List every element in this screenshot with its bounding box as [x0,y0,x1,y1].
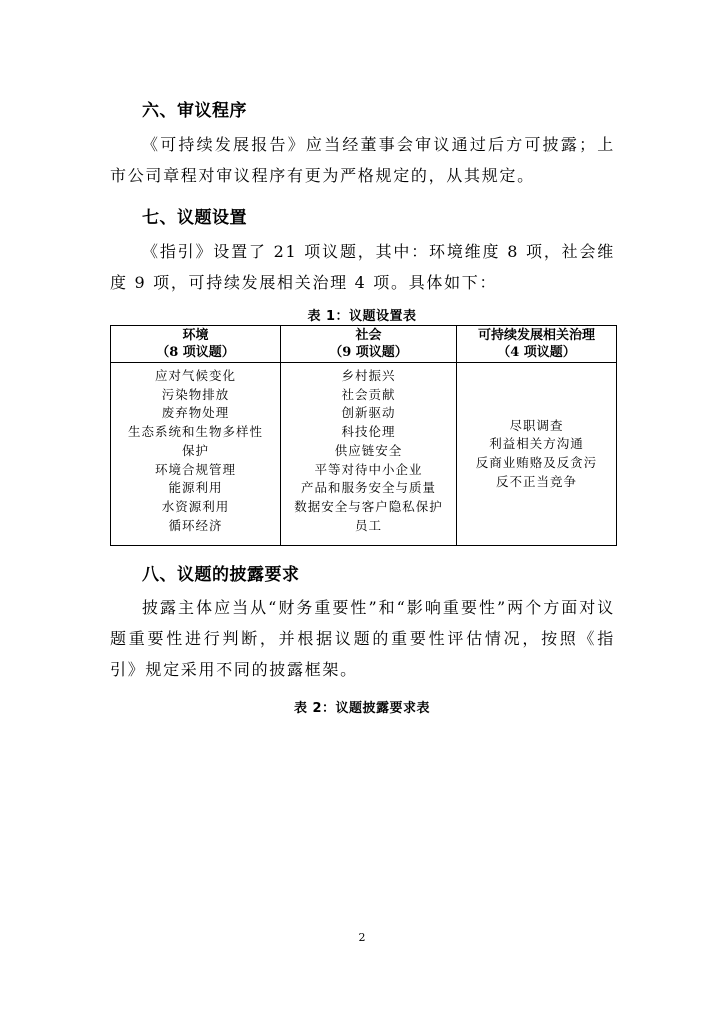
list-item: 生态系统和生物多样性 [127,424,263,440]
list-item: 循环经济 [168,517,223,533]
review-procedure-paragraph: 《可持续发展报告》应当经董事会审议通过后方可披露；上市公司章程对审议程序有更为严格规定的，从其规定。 [110,135,615,185]
list-item: 保护 [181,442,209,458]
environment-topics-cell [111,363,281,546]
list-item: 平等对待中小企业 [314,461,423,477]
social-topics-cell [281,363,457,546]
column-title: 可持续发展相关治理 [477,328,595,343]
table1-caption: 表 1：议题设置表 [307,309,417,324]
topic-settings-table [110,325,617,546]
list-item: 员工 [354,517,382,533]
list-item: 水资源利用 [161,498,230,514]
list-item: 社会贡献 [341,386,396,402]
column-count: （9 项议题） [329,345,408,360]
list-item: 利益相关方沟通 [489,436,584,452]
list-item: 反不正当竞争 [495,473,577,489]
list-item: 应对气候变化 [154,368,236,383]
page-number: 2 [358,931,366,944]
column-header-environment [111,326,281,363]
list-item: 数据安全与客户隐私保护 [294,498,443,514]
column-header-governance [457,326,617,363]
section-heading-topic-settings: 七、议题设置 [142,208,247,228]
list-item: 环境合规管理 [154,461,236,477]
list-item: 供应链安全 [334,442,403,458]
list-item: 污染物排放 [161,386,230,402]
governance-topics-cell [457,363,617,546]
section-heading-disclosure-requirements: 八、议题的披露要求 [142,565,300,585]
list-item: 反商业贿赂及反贪污 [475,455,598,470]
table-row [111,363,617,546]
section-heading-review-procedure: 六、审议程序 [142,101,247,121]
list-item: 科技伦理 [341,424,396,440]
column-header-social [281,326,457,363]
column-count: （8 项议题） [156,345,235,360]
list-item: 能源利用 [168,480,223,496]
list-item: 创新驱动 [341,405,396,421]
list-item: 乡村振兴 [341,368,396,383]
column-title: 社会 [355,328,382,343]
column-count: （4 项议题） [497,345,576,360]
table-header-row [111,326,617,363]
column-title: 环境 [182,328,209,343]
list-item: 尽职调查 [509,417,564,433]
list-item: 废弃物处理 [161,405,230,421]
disclosure-requirements-paragraph: 披露主体应当从“财务重要性”和“影响重要性”两个方面对议题重要性进行判断，并根据议题的重要性评估情况，按照《指引》规定采用不同的披露框架。 [110,598,615,679]
topic-settings-paragraph: 《指引》设置了 21 项议题，其中：环境维度 8 项，社会维度 9 项，可持续发展相关治理 4 项。具体如下： [110,242,615,292]
list-item: 产品和服务安全与质量 [300,480,436,496]
table2-caption: 表 2：议题披露要求表 [293,701,431,716]
